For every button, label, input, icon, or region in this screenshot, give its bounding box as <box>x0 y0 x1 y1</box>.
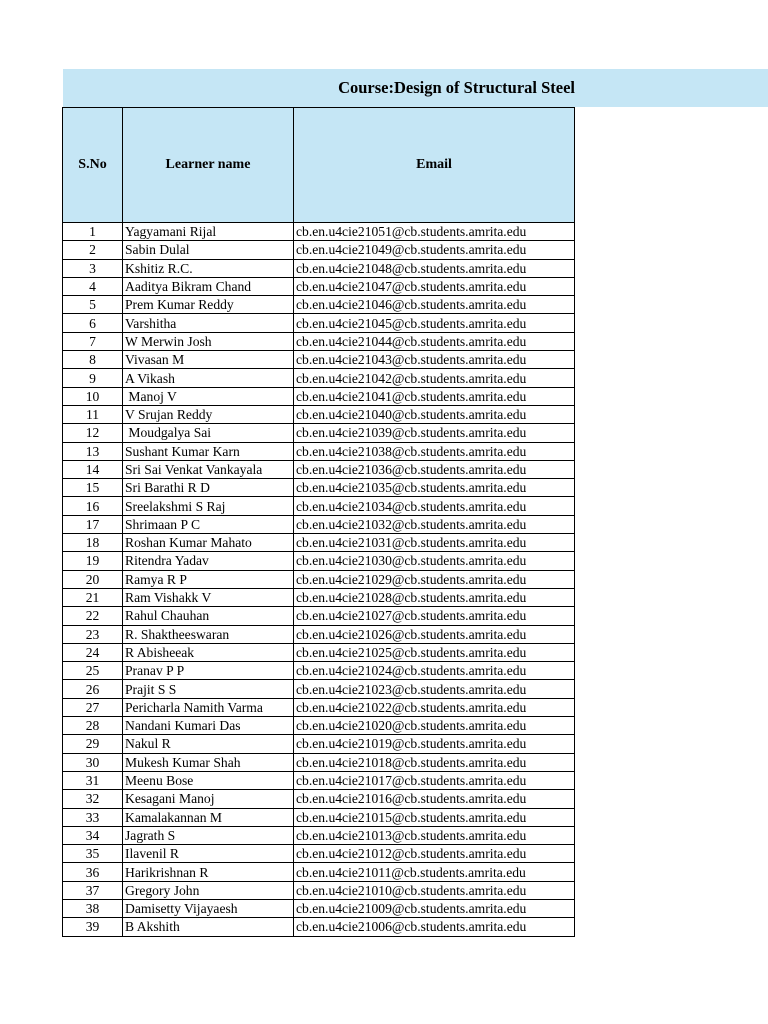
cell-email: cb.en.u4cie21009@cb.students.amrita.edu <box>294 899 575 917</box>
table-row <box>63 405 575 423</box>
cell-email: cb.en.u4cie21020@cb.students.amrita.edu <box>294 717 575 735</box>
cell-learner-name: Meenu Bose <box>123 771 294 789</box>
cell-sno: 8 <box>63 351 123 369</box>
table-row <box>63 625 575 643</box>
cell-learner-name: Sabin Dulal <box>123 241 294 259</box>
table-row <box>63 223 575 241</box>
cell-email: cb.en.u4cie21038@cb.students.amrita.edu <box>294 442 575 460</box>
cell-sno: 22 <box>63 607 123 625</box>
cell-sno: 12 <box>63 424 123 442</box>
table-row <box>63 588 575 606</box>
cell-sno: 36 <box>63 863 123 881</box>
cell-learner-name: Prem Kumar Reddy <box>123 296 294 314</box>
cell-email: cb.en.u4cie21030@cb.students.amrita.edu <box>294 552 575 570</box>
cell-sno: 21 <box>63 588 123 606</box>
cell-sno: 38 <box>63 899 123 917</box>
cell-email: cb.en.u4cie21012@cb.students.amrita.edu <box>294 845 575 863</box>
table-row <box>63 698 575 716</box>
cell-sno: 10 <box>63 387 123 405</box>
learner-table <box>62 107 575 937</box>
cell-sno: 37 <box>63 881 123 899</box>
cell-learner-name: B Akshith <box>123 918 294 936</box>
cell-email: cb.en.u4cie21028@cb.students.amrita.edu <box>294 588 575 606</box>
cell-sno: 15 <box>63 479 123 497</box>
cell-sno: 24 <box>63 643 123 661</box>
cell-sno: 3 <box>63 259 123 277</box>
cell-email: cb.en.u4cie21013@cb.students.amrita.edu <box>294 826 575 844</box>
table-row <box>63 515 575 533</box>
table-row <box>63 241 575 259</box>
cell-email: cb.en.u4cie21024@cb.students.amrita.edu <box>294 662 575 680</box>
cell-email: cb.en.u4cie21048@cb.students.amrita.edu <box>294 259 575 277</box>
cell-email: cb.en.u4cie21011@cb.students.amrita.edu <box>294 863 575 881</box>
cell-learner-name: Kshitiz R.C. <box>123 259 294 277</box>
cell-sno: 25 <box>63 662 123 680</box>
table-row <box>63 332 575 350</box>
table-row <box>63 662 575 680</box>
table-row <box>63 259 575 277</box>
cell-email: cb.en.u4cie21046@cb.students.amrita.edu <box>294 296 575 314</box>
cell-email: cb.en.u4cie21031@cb.students.amrita.edu <box>294 534 575 552</box>
cell-learner-name: Harikrishnan R <box>123 863 294 881</box>
title-banner <box>63 69 768 107</box>
cell-learner-name: Gregory John <box>123 881 294 899</box>
cell-sno: 6 <box>63 314 123 332</box>
cell-email: cb.en.u4cie21042@cb.students.amrita.edu <box>294 369 575 387</box>
table-row <box>63 643 575 661</box>
cell-sno: 33 <box>63 808 123 826</box>
cell-learner-name: Kamalakannan M <box>123 808 294 826</box>
cell-learner-name: Aaditya Bikram Chand <box>123 277 294 295</box>
cell-learner-name: A Vikash <box>123 369 294 387</box>
cell-learner-name: Ritendra Yadav <box>123 552 294 570</box>
cell-learner-name: Rahul Chauhan <box>123 607 294 625</box>
cell-learner-name: Ram Vishakk V <box>123 588 294 606</box>
table-row <box>63 808 575 826</box>
cell-sno: 17 <box>63 515 123 533</box>
cell-learner-name: Ramya R P <box>123 570 294 588</box>
table-row <box>63 607 575 625</box>
cell-email: cb.en.u4cie21018@cb.students.amrita.edu <box>294 753 575 771</box>
cell-sno: 23 <box>63 625 123 643</box>
cell-email: cb.en.u4cie21039@cb.students.amrita.edu <box>294 424 575 442</box>
cell-learner-name: Yagyamani Rijal <box>123 223 294 241</box>
cell-email: cb.en.u4cie21044@cb.students.amrita.edu <box>294 332 575 350</box>
table-row <box>63 717 575 735</box>
cell-sno: 5 <box>63 296 123 314</box>
cell-sno: 4 <box>63 277 123 295</box>
cell-sno: 18 <box>63 534 123 552</box>
cell-sno: 27 <box>63 698 123 716</box>
cell-learner-name: Pranav P P <box>123 662 294 680</box>
column-header-email: Email <box>294 108 575 223</box>
table-row <box>63 863 575 881</box>
cell-sno: 35 <box>63 845 123 863</box>
table-row <box>63 735 575 753</box>
cell-email: cb.en.u4cie21006@cb.students.amrita.edu <box>294 918 575 936</box>
cell-email: cb.en.u4cie21034@cb.students.amrita.edu <box>294 497 575 515</box>
cell-learner-name: Nakul R <box>123 735 294 753</box>
cell-sno: 28 <box>63 717 123 735</box>
cell-sno: 1 <box>63 223 123 241</box>
cell-email: cb.en.u4cie21035@cb.students.amrita.edu <box>294 479 575 497</box>
cell-learner-name: Ilavenil R <box>123 845 294 863</box>
cell-sno: 14 <box>63 460 123 478</box>
cell-learner-name: R Abisheeak <box>123 643 294 661</box>
cell-learner-name: Roshan Kumar Mahato <box>123 534 294 552</box>
cell-learner-name: V Srujan Reddy <box>123 405 294 423</box>
cell-email: cb.en.u4cie21047@cb.students.amrita.edu <box>294 277 575 295</box>
table-row <box>63 534 575 552</box>
course-title: Course:Design of Structural Steel <box>338 78 575 97</box>
table-row <box>63 351 575 369</box>
cell-email: cb.en.u4cie21019@cb.students.amrita.edu <box>294 735 575 753</box>
cell-sno: 2 <box>63 241 123 259</box>
cell-learner-name: Varshitha <box>123 314 294 332</box>
table-row <box>63 790 575 808</box>
cell-email: cb.en.u4cie21045@cb.students.amrita.edu <box>294 314 575 332</box>
cell-sno: 29 <box>63 735 123 753</box>
table-body <box>63 223 575 937</box>
cell-email: cb.en.u4cie21040@cb.students.amrita.edu <box>294 405 575 423</box>
cell-sno: 30 <box>63 753 123 771</box>
cell-sno: 26 <box>63 680 123 698</box>
cell-email: cb.en.u4cie21043@cb.students.amrita.edu <box>294 351 575 369</box>
cell-email: cb.en.u4cie21049@cb.students.amrita.edu <box>294 241 575 259</box>
cell-email: cb.en.u4cie21051@cb.students.amrita.edu <box>294 223 575 241</box>
cell-learner-name: Damisetty Vijayaesh <box>123 899 294 917</box>
table-row <box>63 826 575 844</box>
cell-email: cb.en.u4cie21016@cb.students.amrita.edu <box>294 790 575 808</box>
table-row <box>63 753 575 771</box>
table-row <box>63 424 575 442</box>
cell-sno: 9 <box>63 369 123 387</box>
cell-learner-name: Manoj V <box>123 387 294 405</box>
table-row <box>63 552 575 570</box>
cell-email: cb.en.u4cie21023@cb.students.amrita.edu <box>294 680 575 698</box>
cell-sno: 34 <box>63 826 123 844</box>
cell-learner-name: Jagrath S <box>123 826 294 844</box>
table-row <box>63 497 575 515</box>
table-row <box>63 899 575 917</box>
table-row <box>63 680 575 698</box>
cell-sno: 31 <box>63 771 123 789</box>
cell-learner-name: Sri Barathi R D <box>123 479 294 497</box>
table-row <box>63 881 575 899</box>
table-row <box>63 771 575 789</box>
cell-learner-name: W Merwin Josh <box>123 332 294 350</box>
table-row <box>63 479 575 497</box>
cell-learner-name: Shrimaan P C <box>123 515 294 533</box>
cell-sno: 39 <box>63 918 123 936</box>
table-row <box>63 314 575 332</box>
column-header-sno: S.No <box>63 108 123 223</box>
cell-learner-name: Prajit S S <box>123 680 294 698</box>
table-row <box>63 387 575 405</box>
cell-sno: 7 <box>63 332 123 350</box>
cell-email: cb.en.u4cie21027@cb.students.amrita.edu <box>294 607 575 625</box>
table-row <box>63 918 575 936</box>
cell-email: cb.en.u4cie21022@cb.students.amrita.edu <box>294 698 575 716</box>
cell-learner-name: Mukesh Kumar Shah <box>123 753 294 771</box>
cell-sno: 20 <box>63 570 123 588</box>
cell-sno: 19 <box>63 552 123 570</box>
cell-email: cb.en.u4cie21029@cb.students.amrita.edu <box>294 570 575 588</box>
table-row <box>63 296 575 314</box>
table-row <box>63 369 575 387</box>
table-row <box>63 442 575 460</box>
cell-learner-name: Moudgalya Sai <box>123 424 294 442</box>
table-header-row <box>63 108 575 223</box>
cell-sno: 16 <box>63 497 123 515</box>
cell-learner-name: R. Shaktheeswaran <box>123 625 294 643</box>
cell-learner-name: Sreelakshmi S Raj <box>123 497 294 515</box>
cell-sno: 13 <box>63 442 123 460</box>
table-row <box>63 570 575 588</box>
table-row <box>63 845 575 863</box>
cell-email: cb.en.u4cie21036@cb.students.amrita.edu <box>294 460 575 478</box>
cell-sno: 11 <box>63 405 123 423</box>
table-row <box>63 460 575 478</box>
cell-learner-name: Nandani Kumari Das <box>123 717 294 735</box>
cell-email: cb.en.u4cie21015@cb.students.amrita.edu <box>294 808 575 826</box>
column-header-name: Learner name <box>123 108 294 223</box>
cell-sno: 32 <box>63 790 123 808</box>
cell-email: cb.en.u4cie21017@cb.students.amrita.edu <box>294 771 575 789</box>
cell-email: cb.en.u4cie21026@cb.students.amrita.edu <box>294 625 575 643</box>
cell-learner-name: Sushant Kumar Karn <box>123 442 294 460</box>
cell-learner-name: Vivasan M <box>123 351 294 369</box>
cell-email: cb.en.u4cie21041@cb.students.amrita.edu <box>294 387 575 405</box>
cell-email: cb.en.u4cie21010@cb.students.amrita.edu <box>294 881 575 899</box>
cell-email: cb.en.u4cie21032@cb.students.amrita.edu <box>294 515 575 533</box>
cell-learner-name: Kesagani Manoj <box>123 790 294 808</box>
cell-email: cb.en.u4cie21025@cb.students.amrita.edu <box>294 643 575 661</box>
cell-learner-name: Sri Sai Venkat Vankayala <box>123 460 294 478</box>
cell-learner-name: Pericharla Namith Varma <box>123 698 294 716</box>
table-row <box>63 277 575 295</box>
